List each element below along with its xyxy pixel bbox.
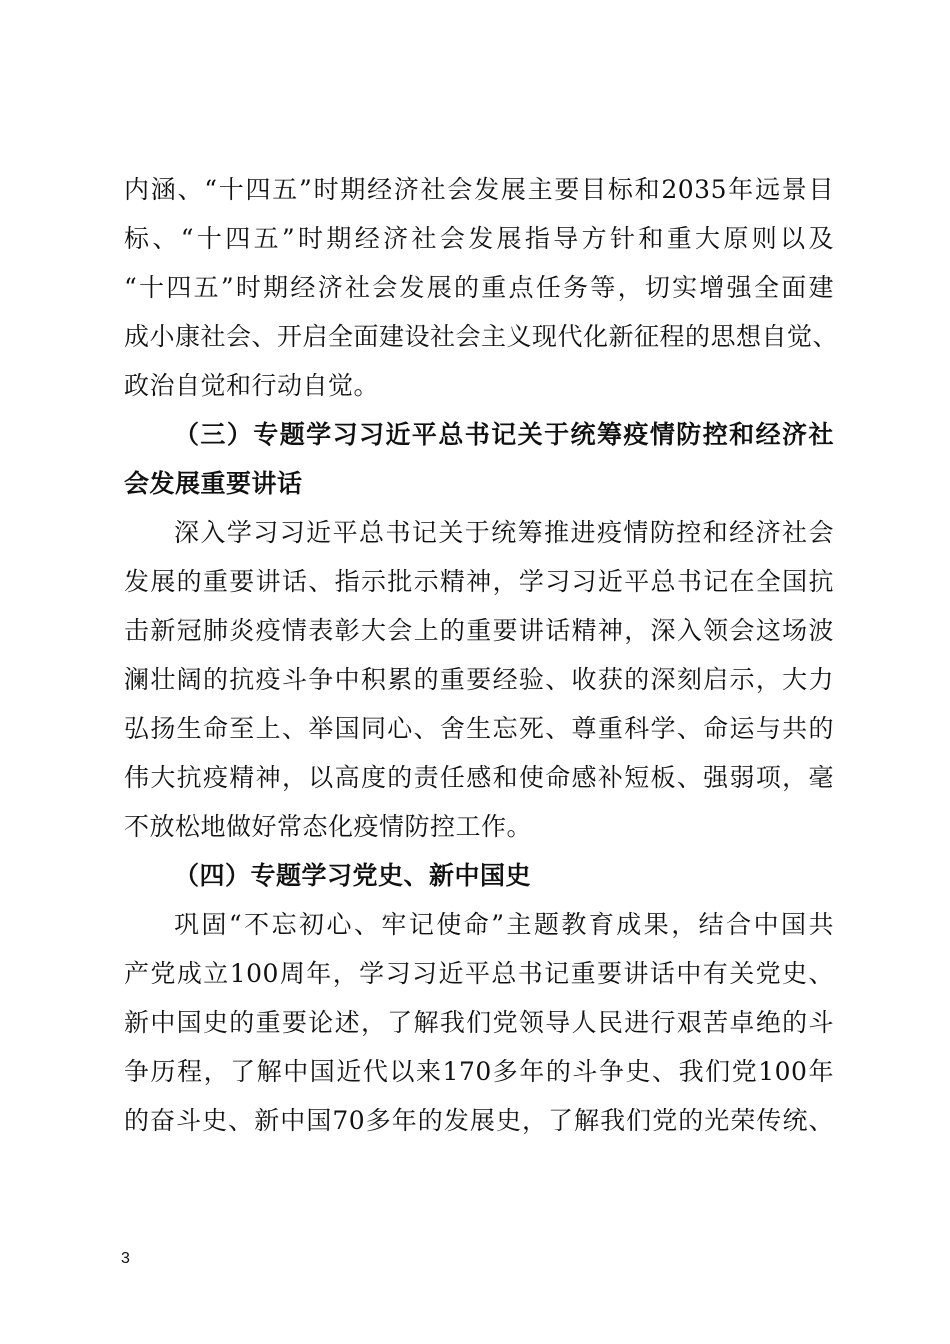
paragraph-line: 巩固“不忘初心、牢记使命”主题教育成果，结合中国共 — [174, 910, 834, 939]
page-number: 3 — [121, 1250, 130, 1267]
section-heading-3-cont: 会发展重要讲话 — [124, 469, 303, 498]
paragraph-line: 争历程，了解中国近代以来170多年的斗争史、我们党100年 — [124, 1057, 834, 1086]
section-heading-4: （四）专题学习党史、新中国史 — [174, 861, 532, 890]
paragraph-line: 伟大抗疫精神，以高度的责任感和使命感补短板、强弱项，毫 — [124, 763, 834, 792]
paragraph-line: 不放松地做好常态化疫情防控工作。 — [124, 812, 533, 841]
paragraph-line: 深入学习习近平总书记关于统筹推进疫情防控和经济社会 — [174, 518, 834, 547]
body-text — [124, 165, 839, 1145]
paragraph-line: 发展的重要讲话、指示批示精神，学习习近平总书记在全国抗 — [124, 567, 834, 596]
paragraph-line: 击新冠肺炎疫情表彰大会上的重要讲话精神，深入领会这场波 — [124, 616, 834, 645]
paragraph-line: 澜壮阔的抗疫斗争中积累的重要经验、收获的深刻启示，大力 — [124, 665, 834, 694]
paragraph-line: 新中国史的重要论述，了解我们党领导人民进行艰苦卓绝的斗 — [124, 1008, 834, 1037]
section-heading-3: （三）专题学习习近平总书记关于统筹疫情防控和经济社 — [174, 420, 834, 449]
paragraph-line: 成小康社会、开启全面建设社会主义现代化新征程的思想自觉、 — [124, 322, 839, 351]
paragraph-line: “十四五”时期经济社会发展的重点任务等，切实增强全面建 — [124, 273, 834, 302]
paragraph-line: 的奋斗史、新中国70多年的发展史，了解我们党的光荣传统、 — [124, 1106, 834, 1135]
paragraph-line: 内涵、“十四五”时期经济社会发展主要目标和2035年远景目 — [124, 175, 834, 204]
paragraph-line: 弘扬生命至上、举国同心、舍生忘死、尊重科学、命运与共的 — [124, 714, 834, 743]
paragraph-line: 政治自觉和行动自觉。 — [124, 371, 380, 400]
paragraph-line: 产党成立100周年，学习习近平总书记重要讲话中有关党史、 — [124, 959, 834, 988]
paragraph-line: 标、“十四五”时期经济社会发展指导方针和重大原则以及 — [124, 224, 834, 253]
